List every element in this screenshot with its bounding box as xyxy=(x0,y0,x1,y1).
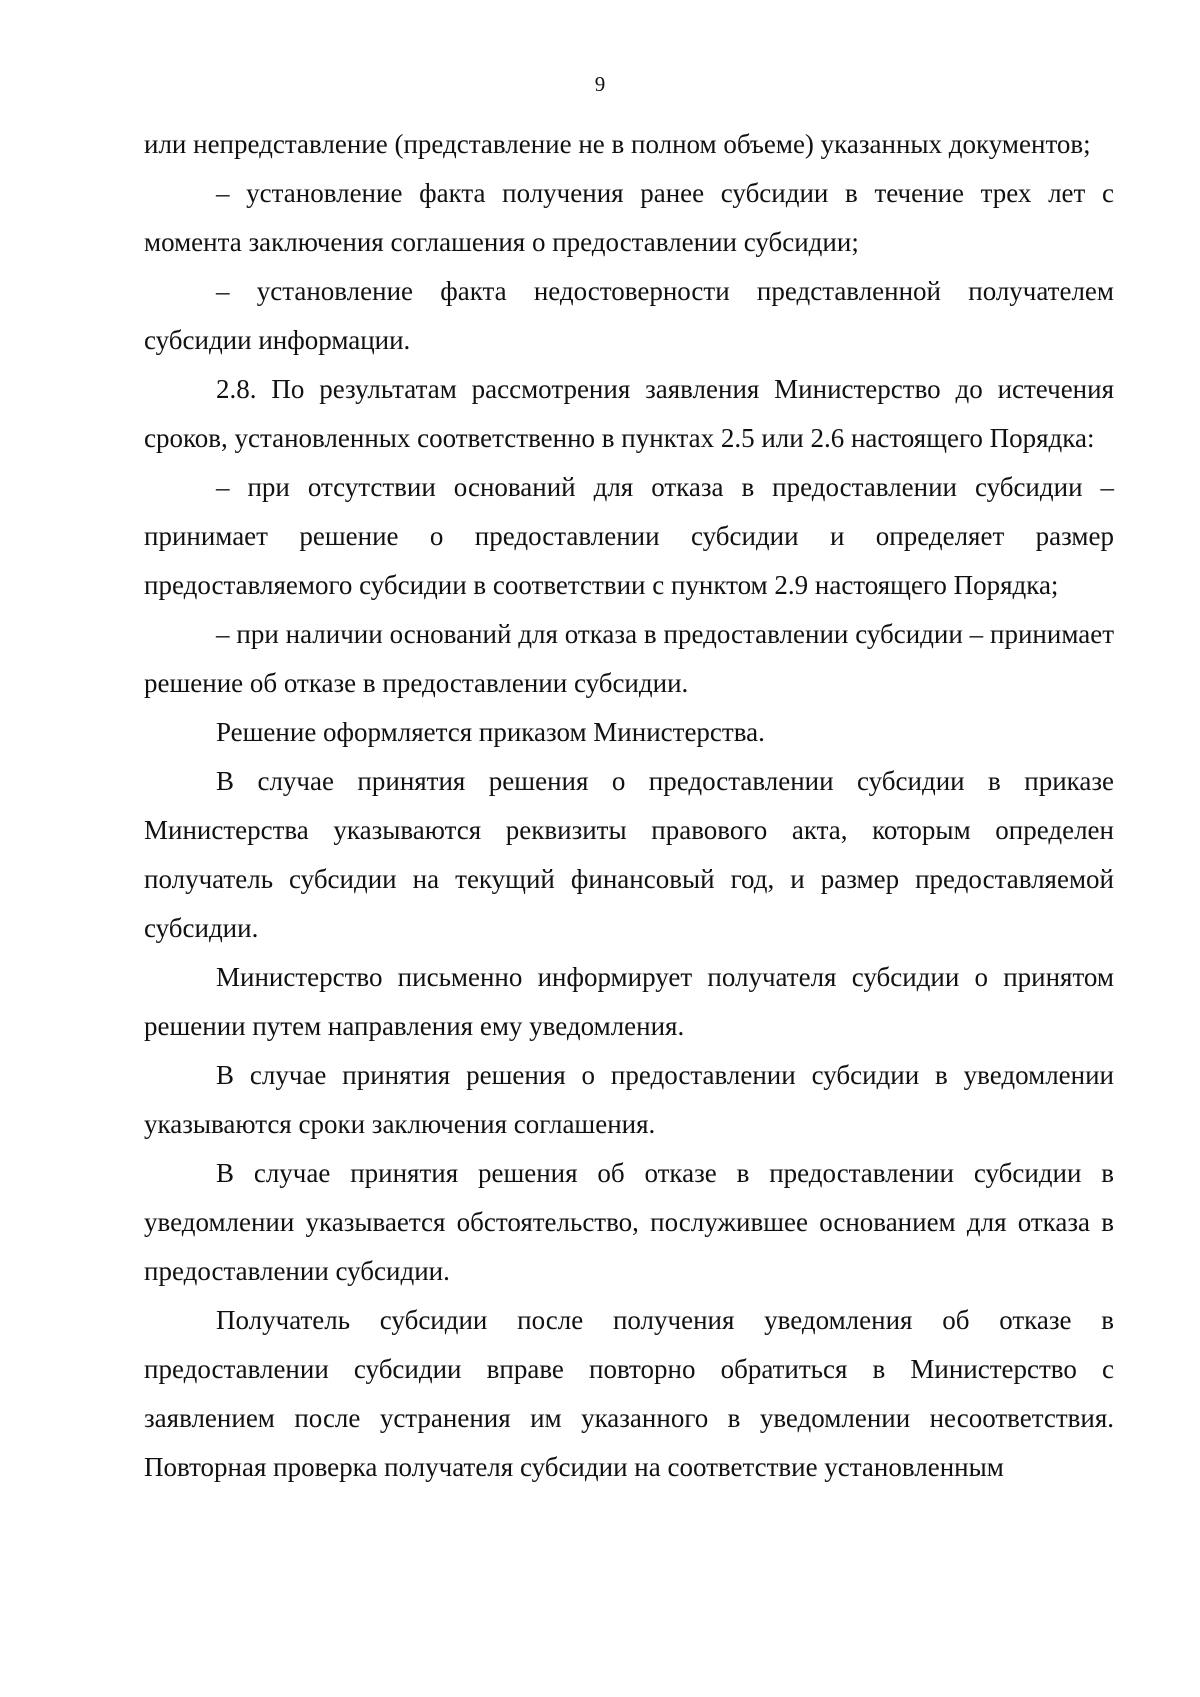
paragraph-item-unreliable-info: – установление факта недостоверности представленной получателем субсидии информации. xyxy=(144,276,1114,355)
paragraph-refusal-reason: В случае принятия решения об отказе в предоставлении субсидии в уведомлении указывается обстоятельство, послужившее основанием для отказа в предоставлении субсидии. xyxy=(144,1158,1114,1286)
paragraph-reapplication: Получатель субсидии после получения уведомления об отказе в предоставлении субсидии вправе повторно обратиться в Министерство с заявлением после устранения им указанного в уведомлении несоответствия. Повторная проверка получателя субсидии на соответствие установленным xyxy=(144,1305,1114,1482)
paragraph-notification: Министерство письменно информирует получателя субсидии о принятом решении путем направления ему уведомления. xyxy=(144,962,1114,1041)
paragraph-decision-order: Решение оформляется приказом Министерства. xyxy=(216,717,765,747)
paragraph-continuation: или непредставление (представление не в полном объеме) указанных документов; xyxy=(144,129,1091,159)
page-number: 9 xyxy=(594,72,606,96)
document-body xyxy=(144,120,1114,1492)
paragraph-clause-2-8: 2.8. По результатам рассмотрения заявления Министерство до истечения сроков, установленных соответственно в пунктах 2.5 или 2.6 настоящего Порядка: xyxy=(144,374,1114,453)
paragraph-agreement-terms: В случае принятия решения о предоставлении субсидии в уведомлении указываются сроки заключения соглашения. xyxy=(144,1060,1114,1139)
paragraph-item-previous-subsidy: – установление факта получения ранее субсидии в течение трех лет с момента заключения соглашения о предоставлении субсидии; xyxy=(144,178,1114,257)
paragraph-order-details: В случае принятия решения о предоставлении субсидии в приказе Министерства указываются реквизиты правового акта, которым определен получатель субсидии на текущий финансовый год, и размер предоставляемой субсидии. xyxy=(144,766,1114,943)
paragraph-item-grounds-present: – при наличии оснований для отказа в предоставлении субсидии – принимает решение об отказе в предоставлении субсидии. xyxy=(144,619,1114,698)
paragraph-item-no-grounds: – при отсутствии оснований для отказа в предоставлении субсидии – принимает решение о предоставлении субсидии и определяет размер предоставляемого субсидии в соответствии с пунктом 2.9 настоящего Порядка; xyxy=(144,472,1114,600)
